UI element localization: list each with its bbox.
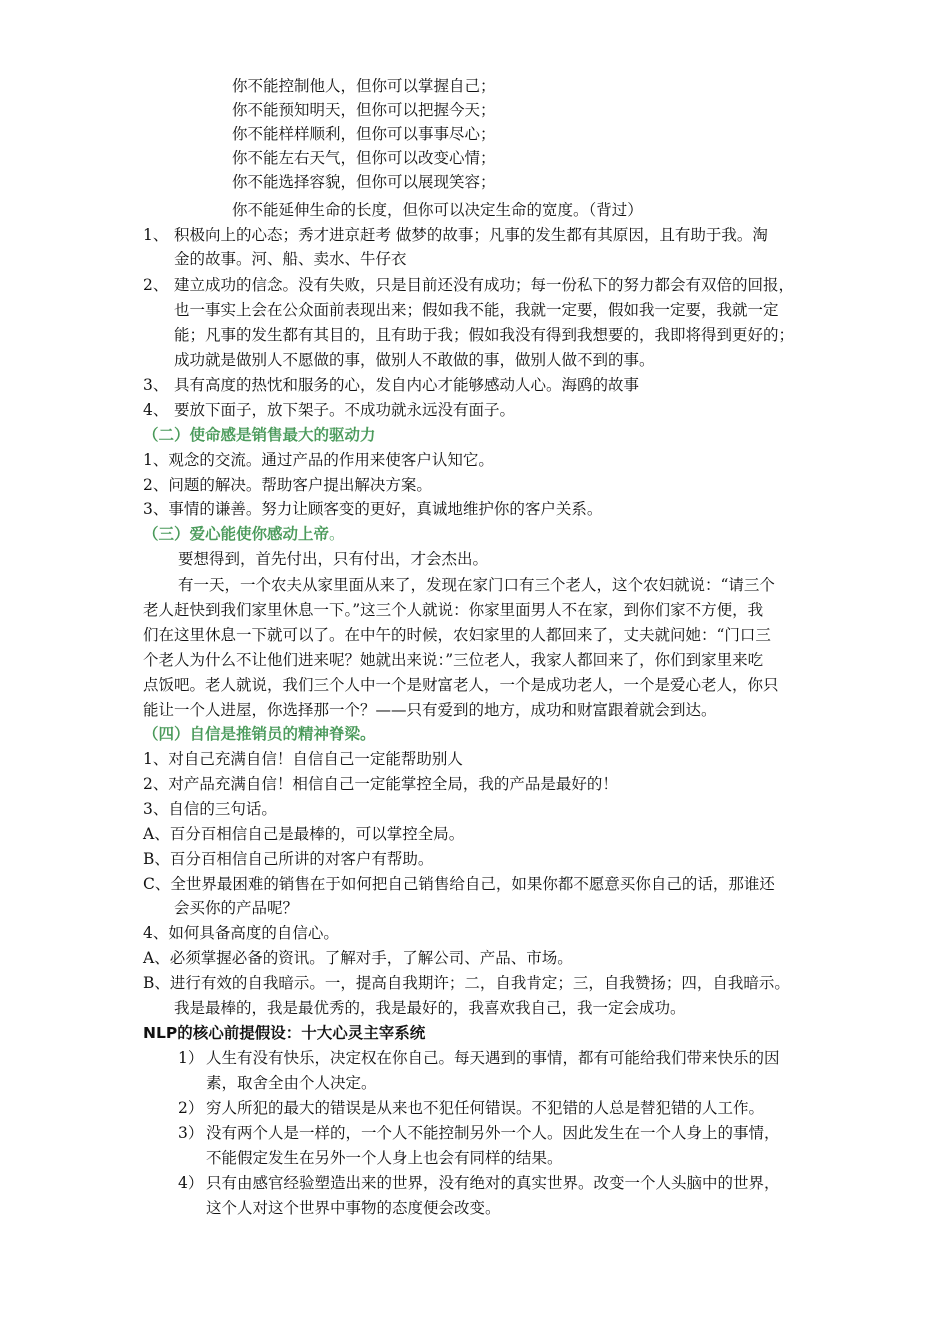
paragraph-line: 3、事情的谦善。努力让顾客变的更好，真诚地维护你的客户关系。	[143, 500, 603, 518]
paragraph-line: 个老人为什么不让他们进来呢？她就出来说：”三位老人，我家人都回来了，你们到家里来吃	[143, 651, 764, 669]
list-item-text: 能；凡事的发生都有其目的，且有助于我；假如我没有得到我想要的，我即将得到更好的；	[174, 326, 795, 344]
list-number: 2）	[178, 1099, 204, 1117]
paragraph-line: 会买你的产品呢？	[174, 899, 299, 917]
section-heading-text: （三）爱心能使你感动上帝	[143, 524, 330, 543]
nlp-heading-bold: NLP的核心前提假设：	[143, 1024, 302, 1042]
paragraph-line: 3、自信的三句话。	[143, 800, 277, 818]
paragraph-line: 2、问题的解决。帮助客户提出解决方案。	[143, 476, 432, 494]
list-item-text: 穷人所犯的最大的错误是从来也不犯任何错误。不犯错的人总是替犯错的人工作。	[206, 1099, 765, 1117]
paragraph-line: 们在这里休息一下就可以了。在中午的时候，农妇家里的人都回来了，丈夫就问她：“门口三	[143, 626, 771, 644]
nlp-heading	[143, 1021, 425, 1045]
paragraph-line: 点饭吧。老人就说，我们三个人中一个是财富老人，一个是成功老人，一个是爱心老人，你只	[143, 676, 779, 694]
list-item-text: 人生有没有快乐，决定权在你自己。每天遇到的事情，都有可能给我们带来快乐的因	[206, 1049, 780, 1067]
list-item-text: 具有高度的热忱和服务的心，发自内心才能够感动人心。海鸥的故事	[174, 376, 640, 394]
paragraph-line: B、进行有效的自我暗示。一，提高自我期许；二，自我肯定；三，自我赞扬；四，自我暗示。	[143, 974, 790, 992]
section-heading	[143, 522, 345, 546]
list-item-text: 不能假定发生在另外一个人身上也会有同样的结果。	[206, 1149, 563, 1167]
poem-line: 你不能控制他人，但你可以掌握自己；	[232, 77, 496, 95]
list-item-text: 成功就是做别人不愿做的事，做别人不敢做的事，做别人做不到的事。	[174, 351, 655, 369]
poem-line: 你不能左右天气，但你可以改变心情；	[232, 149, 496, 167]
nlp-heading-rest: 十大心灵主宰系统	[301, 1023, 426, 1042]
paragraph-line: 2、对产品充满自信！相信自己一定能掌控全局，我的产品是最好的！	[143, 775, 618, 793]
list-item-text: 只有由感官经验塑造出来的世界，没有绝对的真实世界。改变一个人头脑中的世界，	[206, 1174, 780, 1192]
list-item-text: 也一事实上会在公众面前表现出来；假如我不能，我就一定要，假如我一定要，我就一定	[174, 301, 779, 319]
list-number: 3）	[178, 1124, 204, 1142]
poem-line: 你不能样样顺利，但你可以事事尽心；	[232, 125, 496, 143]
section-heading-tail: 。	[329, 525, 345, 543]
section-heading: （二）使命感是销售最大的驱动力	[143, 425, 376, 444]
list-item-text: 这个人对这个世界中事物的态度便会改变。	[206, 1199, 501, 1217]
paragraph-line: 1、对自己充满自信！自信自己一定能帮助别人	[143, 750, 463, 768]
list-item-text: 素，取舍全由个人决定。	[206, 1074, 377, 1092]
list-number: 4）	[178, 1174, 204, 1192]
list-item-text: 金的故事。河、船、卖水、牛仔衣	[174, 250, 407, 268]
poem-line: 你不能预知明天，但你可以把握今天；	[232, 101, 496, 119]
list-number: 3、	[143, 376, 169, 394]
poem-line: 你不能选择容貌，但你可以展现笑容；	[232, 173, 496, 191]
list-number: 1、	[143, 226, 169, 244]
paragraph-line: 4、如何具备高度的自信心。	[143, 924, 339, 942]
paragraph-line: 1、观念的交流。通过产品的作用来使客户认知它。	[143, 451, 494, 469]
paragraph-line: 能让一个人进屋，你选择那一个？——只有爱到的地方，成功和财富跟着就会到达。	[143, 701, 717, 719]
paragraph-line: 有一天，一个农夫从家里面从来了，发现在家门口有三个老人，这个农妇就说：“请三个	[178, 576, 775, 594]
paragraph-line: A、百分百相信自己是最棒的，可以掌控全局。	[143, 825, 465, 843]
list-number: 4、	[143, 401, 169, 419]
paragraph-line: 老人赶快到我们家里休息一下。”这三个人就说：你家里面男人不在家，到你们家不方便，我	[143, 601, 764, 619]
list-item-text: 积极向上的心态；秀才进京赶考 做梦的故事；凡事的发生都有其原因，且有助于我。淘	[174, 226, 768, 244]
section-heading: （四）自信是推销员的精神脊梁。	[143, 724, 376, 743]
list-number: 1）	[178, 1049, 204, 1067]
paragraph-line: C、全世界最困难的销售在于如何把自己销售给自己，如果你都不愿意买你自己的话，那谁还	[143, 875, 775, 893]
paragraph-line: A、必须掌握必备的资讯。了解对手，了解公司、产品、市场。	[143, 949, 573, 967]
list-item-text: 建立成功的信念。没有失败，只是目前还没有成功；每一份私下的努力都会有双倍的回报，	[174, 276, 795, 294]
paragraph-line: 要想得到，首先付出，只有付出，才会杰出。	[178, 550, 489, 568]
list-item-text: 要放下面子，放下架子。不成功就永远没有面子。	[174, 401, 516, 419]
poem-line: 你不能延伸生命的长度，但你可以决定生命的宽度。（背过）	[232, 201, 643, 219]
paragraph-line: B、百分百相信自己所讲的对客户有帮助。	[143, 850, 434, 868]
list-number: 2、	[143, 276, 169, 294]
paragraph-line: 我是最棒的，我是最优秀的，我是最好的，我喜欢我自己，我一定会成功。	[174, 999, 686, 1017]
list-item-text: 没有两个人是一样的，一个人不能控制另外一个人。因此发生在一个人身上的事情，	[206, 1124, 780, 1142]
